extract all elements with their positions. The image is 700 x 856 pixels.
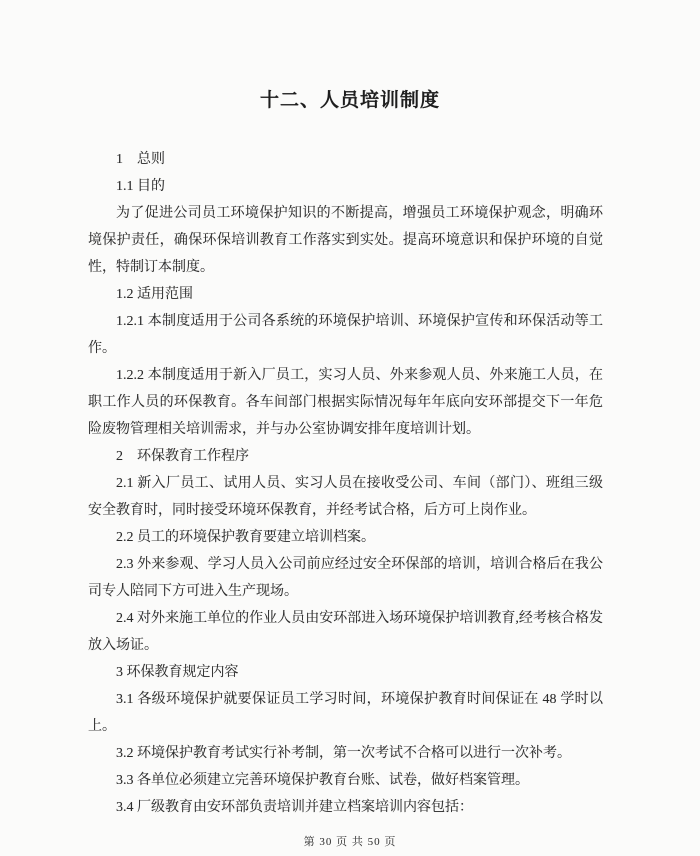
- paragraph: 2.3 外来参观、学习人员入公司前应经过安全环保部的培训，培训合格后在我公司专人陪同下方可进入生产现场。: [88, 557, 603, 599]
- paragraph: 3.4 厂级教育由安环部负责培训并建立档案培训内容包括：: [116, 800, 473, 815]
- paragraph: 2 环保教育工作程序: [116, 449, 249, 464]
- paragraph: 2.1 新入厂员工、试用人员、实习人员在接收受公司、车间（部门）、班组三级安全教育时，同时接受环境环保教育，并经考试合格，后方可上岗作业。: [88, 476, 603, 518]
- document-body: [88, 146, 603, 821]
- paragraph: 2.4 对外来施工单位的作业人员由安环部进入场环境保护培训教育,经考核合格发放入场证。: [88, 611, 603, 653]
- page-footer: 第 30 页 共 50 页: [303, 836, 397, 848]
- paragraph: 1.1 目的: [116, 179, 165, 194]
- paragraph: 3.3 各单位必须建立完善环境保护教育台账、试卷，做好档案管理。: [116, 773, 529, 788]
- document-title: 十二、人员培训制度: [259, 90, 440, 111]
- paragraph: 为了促进公司员工环境保护知识的不断提高，增强员工环境保护观念，明确环境保护责任，确保环保培训教育工作落实到实处。提高环境意识和保护环境的自觉性，特制订本制度。: [88, 206, 603, 275]
- paragraph: 3.1 各级环境保护就要保证员工学习时间，环境保护教育时间保证在 48 学时以上。: [88, 692, 603, 734]
- paragraph: 1.2 适用范围: [116, 287, 193, 302]
- paragraph: 3.2 环境保护教育考试实行补考制，第一次考试不合格可以进行一次补考。: [116, 746, 571, 761]
- paragraph: 2.2 员工的环境保护教育要建立培训档案。: [116, 530, 375, 545]
- paragraph: 1.2.2 本制度适用于新入厂员工，实习人员、外来参观人员、外来施工人员，在职工作人员的环保教育。各车间部门根据实际情况每年年底向安环部提交下一年危险废物管理相关培训需求，并与办公室协调安排年度培训计划。: [88, 368, 603, 437]
- paragraph: 1 总则: [116, 152, 165, 167]
- paragraph: 1.2.1 本制度适用于公司各系统的环境保护培训、环境保护宣传和环保活动等工作。: [88, 314, 603, 356]
- paragraph: 3 环保教育规定内容: [116, 665, 239, 680]
